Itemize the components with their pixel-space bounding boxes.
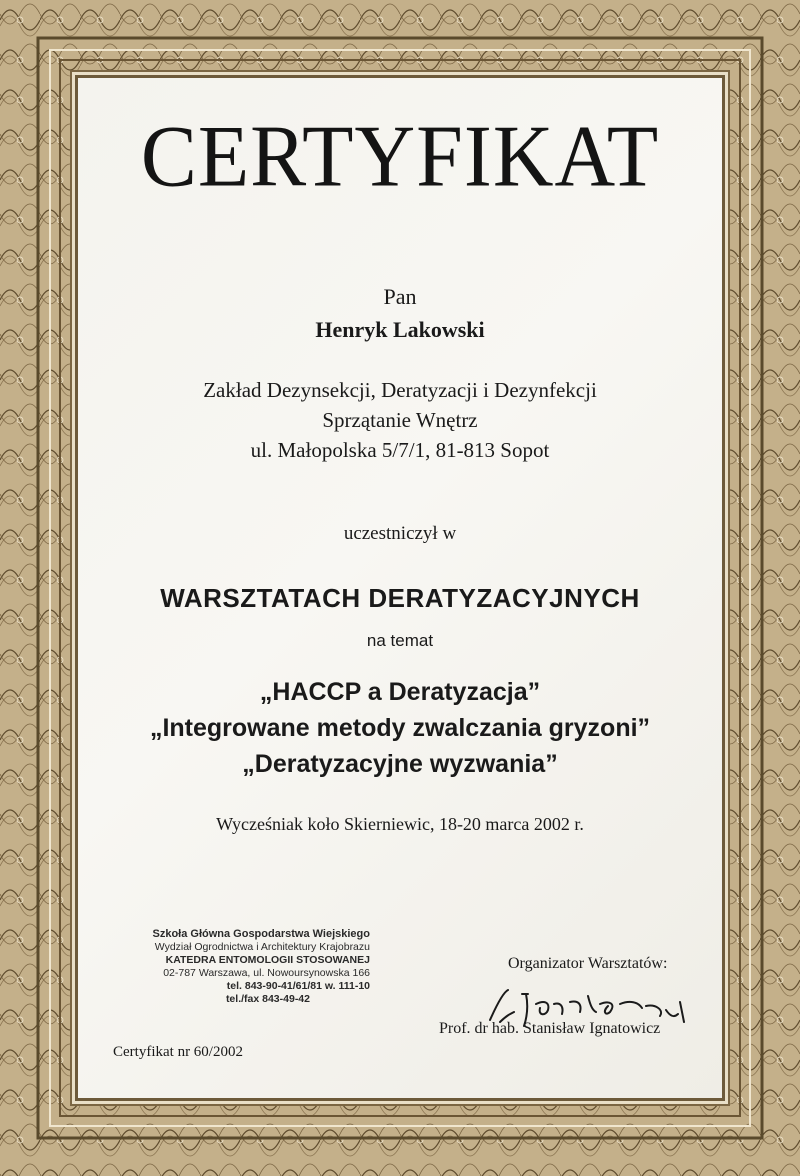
participation-text: uczestniczył w <box>343 523 457 544</box>
company-line-1: Zakład Dezynsekcji, Deratyzacji i Dezynfekcji <box>203 378 597 402</box>
event-name: WARSZTATACH DERATYZACYJNYCH <box>160 583 640 613</box>
stamp-line: tel. 843-90-41/61/81 w. 111-10 <box>226 980 370 992</box>
topic-intro: na temat <box>366 631 434 650</box>
stamp-line: KATEDRA ENTOMOLOGII STOSOWANEJ <box>165 954 370 966</box>
stamp-line: 02-787 Warszawa, ul. Nowoursynowska 166 <box>163 967 370 979</box>
recipient-name: Henryk Lakowski <box>315 317 485 342</box>
stamp-line: tel./fax 843-49-42 <box>225 993 310 1005</box>
organizer-name: Prof. dr hab. Stanisław Ignatowicz <box>439 1020 661 1037</box>
institution-stamp <box>100 928 370 1006</box>
topic-1: „HACCP a Deratyzacja” <box>259 678 541 706</box>
place-date: Wycześniak koło Skierniewic, 18-20 marca 2002 r. <box>216 814 584 834</box>
stamp-line: Wydział Ogrodnictwa i Architektury Krajobrazu <box>154 941 370 953</box>
organizer-label: Organizator Warsztatów: <box>508 955 668 972</box>
company-address: ul. Małopolska 5/7/1, 81-813 Sopot <box>250 438 550 462</box>
topic-3: „Deratyzacyjne wyzwania” <box>242 750 558 778</box>
company-line-2: Sprzątanie Wnętrz <box>322 408 478 432</box>
certificate-title: CERTYFIKAT <box>140 107 660 206</box>
salutation: Pan <box>383 284 417 309</box>
stamp-line: Szkoła Główna Gospodarstwa Wiejskiego <box>152 928 370 940</box>
certificate-number: Certyfikat nr 60/2002 <box>113 1044 243 1060</box>
topic-2: „Integrowane metody zwalczania gryzoni” <box>149 714 651 742</box>
